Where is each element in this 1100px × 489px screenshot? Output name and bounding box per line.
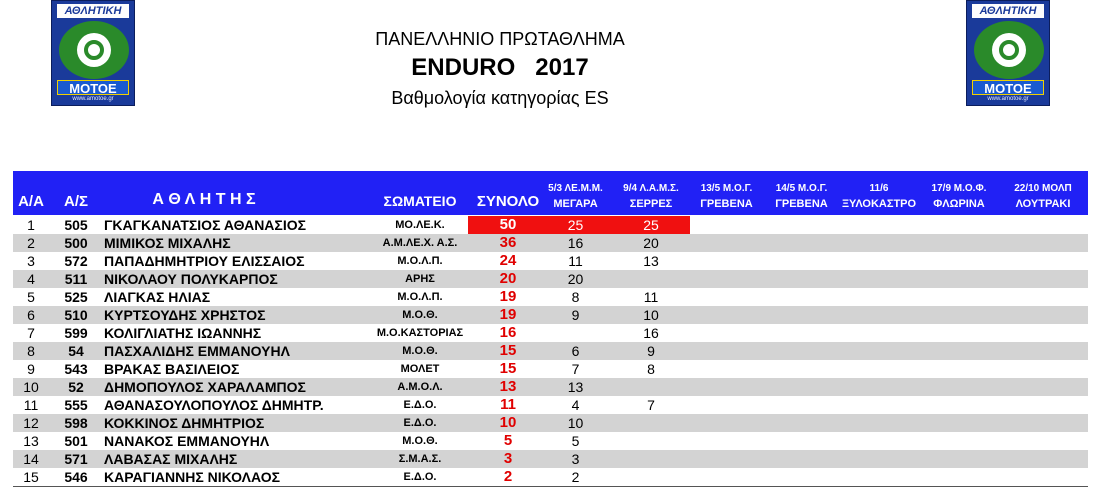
header-round-1-date: 5/3 ΛΕ.Μ.Μ. <box>548 183 603 194</box>
total-points-cell: 19 <box>499 288 517 305</box>
header-round-5-venue: ΞΥΛΟΚΑΣΤΡΟ <box>841 198 917 210</box>
rank-cell: 14 <box>23 451 39 467</box>
rank-cell: 5 <box>27 289 35 305</box>
rank-cell: 13 <box>23 433 39 449</box>
club-cell: Α.Μ.ΛΕ.Χ. Α.Σ. <box>382 237 458 249</box>
race-number-cell: 525 <box>64 289 88 305</box>
athlete-name-cell: ΚΟΚΚΙΝΟΣ ΔΗΜΗΤΡΙΟΣ <box>104 415 265 431</box>
round-1-points-cell: 20 <box>567 271 584 287</box>
round-1-points-cell: 13 <box>567 379 584 395</box>
header-round-6-venue: ΦΛΩΡΙΝΑ <box>933 198 985 210</box>
athlete-name-cell: ΛΑΒΑΣΑΣ ΜΙΧΑΛΗΣ <box>104 451 238 467</box>
table-header <box>13 171 1088 215</box>
athlete-name-cell: ΛΙΑΓΚΑΣ ΗΛΙΑΣ <box>104 289 211 305</box>
rank-cell: 2 <box>27 235 35 251</box>
table-row <box>13 270 1088 288</box>
header-round-6-date: 17/9 Μ.Ο.Φ. <box>931 183 987 194</box>
race-number-cell: 510 <box>64 307 88 323</box>
header-aa: Α/Α <box>18 193 44 210</box>
round-2-points-cell: 10 <box>643 307 659 323</box>
athlete-name-cell: ΔΗΜΟΠΟΥΛΟΣ ΧΑΡΑΛΑΜΠΟΣ <box>104 379 306 395</box>
club-cell: Μ.Ο.Λ.Π. <box>397 255 443 267</box>
athlete-name-cell: ΜΙΜΙΚΟΣ ΜΙΧΑΛΗΣ <box>104 235 231 251</box>
round-1-points-cell: 6 <box>571 343 580 359</box>
total-points-cell: 50 <box>499 216 517 233</box>
round-2-points-cell: 16 <box>643 325 659 341</box>
round-1-points-cell: 11 <box>568 253 583 269</box>
club-cell: ΑΡΗΣ <box>405 273 435 285</box>
round-1-points-cell: 25 <box>567 217 584 233</box>
round-1-points-cell: 8 <box>571 289 580 305</box>
race-number-cell: 505 <box>64 217 88 233</box>
header-round-4-date: 14/5 Μ.Ο.Γ. <box>775 183 828 194</box>
header-round-4-venue: ΓΡΕΒΕΝΑ <box>775 198 828 210</box>
table-row <box>13 396 1088 414</box>
table-row <box>13 450 1088 468</box>
round-2-points-cell <box>613 378 689 396</box>
race-number-cell: 543 <box>64 361 88 377</box>
athlete-name-cell: ΝΑΝΑΚΟΣ ΕΜΜΑΝΟΥΗΛ <box>104 433 270 449</box>
header-club: ΣΩΜΑΤΕΙΟ <box>383 193 457 209</box>
round-2-points-cell: 7 <box>647 397 655 413</box>
club-cell: Μ.Ο.Θ. <box>402 309 438 321</box>
athlete-name-cell: ΚΑΡΑΓΙΑΝΝΗΣ ΝΙΚΟΛΑΟΣ <box>104 469 281 485</box>
total-points-cell: 20 <box>499 270 517 287</box>
header-as: Α/Σ <box>63 193 88 210</box>
club-cell: Ε.Δ.Ο. <box>403 399 437 411</box>
athlete-name-cell: ΓΚΑΓΚΑΝΑΤΣΙΟΣ ΑΘΑΝΑΣΙΟΣ <box>104 217 306 233</box>
total-points-cell: 24 <box>499 252 517 269</box>
race-number-cell: 54 <box>68 343 84 359</box>
race-number-cell: 555 <box>64 397 88 413</box>
athlete-name-cell: ΚΥΡΤΣΟΥΔΗΣ ΧΡΗΣΤΟΣ <box>104 307 266 323</box>
table-row <box>13 252 1088 270</box>
athlete-name-cell: ΚΟΛΙΓΛΙΑΤΗΣ ΙΩΑΝΝΗΣ <box>104 325 262 341</box>
round-1-points-cell: 2 <box>571 469 580 485</box>
race-number-cell: 572 <box>64 253 88 269</box>
race-number-cell: 501 <box>64 433 88 449</box>
header-round-3-venue: ΓΡΕΒΕΝΑ <box>700 198 753 210</box>
rank-cell: 4 <box>27 271 35 287</box>
header-round-2-venue: ΣΕΡΡΕΣ <box>629 198 673 210</box>
club-cell: Μ.Ο.Λ.Π. <box>397 291 443 303</box>
club-cell: Ε.Δ.Ο. <box>403 471 437 483</box>
round-1-points-cell: 9 <box>571 307 580 323</box>
total-points-cell: 15 <box>499 342 517 359</box>
round-1-points-cell: 7 <box>571 361 580 377</box>
round-1-points-cell: 3 <box>571 451 580 467</box>
logo-top-text: ΑΘΛΗΤΙΚΗ <box>972 4 1044 18</box>
logo-top-text: ΑΘΛΗΤΙΚΗ <box>57 4 129 18</box>
rank-cell: 9 <box>27 361 35 377</box>
table-row <box>13 432 1088 450</box>
table-row <box>13 342 1088 360</box>
round-2-points-cell <box>613 432 689 450</box>
total-points-cell: 11 <box>500 396 516 413</box>
athlete-name-cell: ΑΘΑΝΑΣΟΥΛΟΠΟΥΛΟΣ ΔΗΜΗΤΡ. <box>104 397 324 413</box>
rank-cell: 15 <box>23 469 39 485</box>
rank-cell: 12 <box>23 415 39 431</box>
round-1-points-cell: 10 <box>567 415 584 431</box>
athlete-name-cell: ΝΙΚΟΛΑΟΥ ΠΟΛΥΚΑΡΠΟΣ <box>104 271 278 287</box>
race-number-cell: 571 <box>64 451 88 467</box>
table-row <box>13 468 1088 486</box>
category-title: Βαθμολογία κατηγορίας ES <box>391 88 609 108</box>
total-points-cell: 36 <box>499 234 517 251</box>
round-1-points-cell: 5 <box>571 433 580 449</box>
club-cell: Ε.Δ.Ο. <box>403 417 437 429</box>
table-row <box>13 414 1088 432</box>
club-cell: Α.Μ.Ο.Λ. <box>397 381 443 393</box>
table-row <box>13 234 1088 252</box>
race-number-cell: 599 <box>64 325 88 341</box>
header-round-1-venue: ΜΕΓΑΡΑ <box>553 198 598 210</box>
rank-cell: 1 <box>27 217 35 233</box>
round-2-points-cell: 13 <box>643 253 659 269</box>
header-round-7-venue: ΛΟΥΤΡΑΚΙ <box>1015 198 1071 210</box>
round-2-points-cell: 9 <box>647 343 655 359</box>
table-row <box>13 360 1088 378</box>
rank-cell: 3 <box>27 253 35 269</box>
championship-title: ΠΑΝΕΛΛΗΝΙΟ ΠΡΩΤΑΘΛΗΜΑ <box>375 29 625 49</box>
total-points-cell: 16 <box>499 324 517 341</box>
athlete-name-cell: ΠΑΣΧΑΛΙΔΗΣ ΕΜΜΑΝΟΥΗΛ <box>104 343 290 359</box>
table-row <box>13 216 1088 234</box>
round-1-points-cell: 16 <box>567 235 584 251</box>
total-points-cell: 2 <box>503 468 513 485</box>
total-points-cell: 19 <box>499 306 517 323</box>
round-2-points-cell: 11 <box>643 289 659 305</box>
total-points-cell: 13 <box>499 378 517 395</box>
club-cell: Μ.Ο.Θ. <box>402 435 438 447</box>
race-number-cell: 511 <box>64 271 88 287</box>
header-round-7-date: 22/10 ΜΟΛΠ <box>1014 183 1072 194</box>
header-total: ΣΥΝΟΛΟ <box>476 193 540 210</box>
round-2-points-cell <box>613 450 689 468</box>
total-points-cell: 10 <box>499 414 517 431</box>
round-1-points-cell: 4 <box>571 397 580 413</box>
header-athlete: Α Θ Λ Η Τ Η Σ <box>152 191 256 208</box>
round-2-points-cell: 20 <box>643 235 659 251</box>
header-round-3-date: 13/5 Μ.Ο.Γ. <box>700 183 753 194</box>
race-number-cell: 598 <box>64 415 88 431</box>
total-points-cell: 15 <box>499 360 517 377</box>
race-number-cell: 52 <box>68 379 84 395</box>
table-row <box>13 306 1088 324</box>
rank-cell: 11 <box>23 397 39 413</box>
total-points-cell: 3 <box>503 450 513 467</box>
table-row <box>13 288 1088 306</box>
logo-bottom-text: ΜΟΤΟΕ <box>972 80 1044 95</box>
table-row <box>13 378 1088 396</box>
round-2-points-cell: 25 <box>643 217 659 233</box>
round-1-points-cell <box>538 324 613 342</box>
round-2-points-cell <box>613 270 689 288</box>
rank-cell: 10 <box>23 379 39 395</box>
club-cell: Μ.Ο.Θ. <box>402 345 438 357</box>
header-round-5-date: 11/6 <box>869 183 889 194</box>
club-cell: Μ.Ο.ΚΑΣΤΟΡΙΑΣ <box>376 327 464 339</box>
header-round-2-date: 9/4 Λ.Α.Μ.Σ. <box>623 183 679 194</box>
logo-url: www.amotoe.gr <box>987 96 1029 102</box>
table-row <box>13 324 1088 342</box>
rank-cell: 6 <box>27 307 35 323</box>
rank-cell: 8 <box>27 343 35 359</box>
round-2-points-cell <box>613 468 689 486</box>
round-2-points-cell <box>613 414 689 432</box>
round-2-points-cell: 8 <box>647 361 655 377</box>
rank-cell: 7 <box>27 325 35 341</box>
logo-bottom-text: ΜΟΤΟΕ <box>57 80 129 95</box>
athlete-name-cell: ΒΡΑΚΑΣ ΒΑΣΙΛΕΙΟΣ <box>104 361 240 377</box>
total-points-cell: 5 <box>503 432 513 449</box>
race-number-cell: 500 <box>64 235 88 251</box>
club-cell: ΜΟΛΕΤ <box>400 363 440 375</box>
club-cell: ΜΟ.ΛΕ.Κ. <box>395 219 445 231</box>
race-number-cell: 546 <box>64 469 88 485</box>
table-bottom-border <box>13 486 1088 487</box>
event-title: ENDURO 2017 <box>411 54 589 81</box>
club-cell: Σ.Μ.Α.Σ. <box>398 453 442 465</box>
logo-url: www.amotoe.gr <box>72 96 114 102</box>
athlete-name-cell: ΠΑΠΑΔΗΜΗΤΡΙΟΥ ΕΛΙΣΣΑΙΟΣ <box>104 253 305 269</box>
